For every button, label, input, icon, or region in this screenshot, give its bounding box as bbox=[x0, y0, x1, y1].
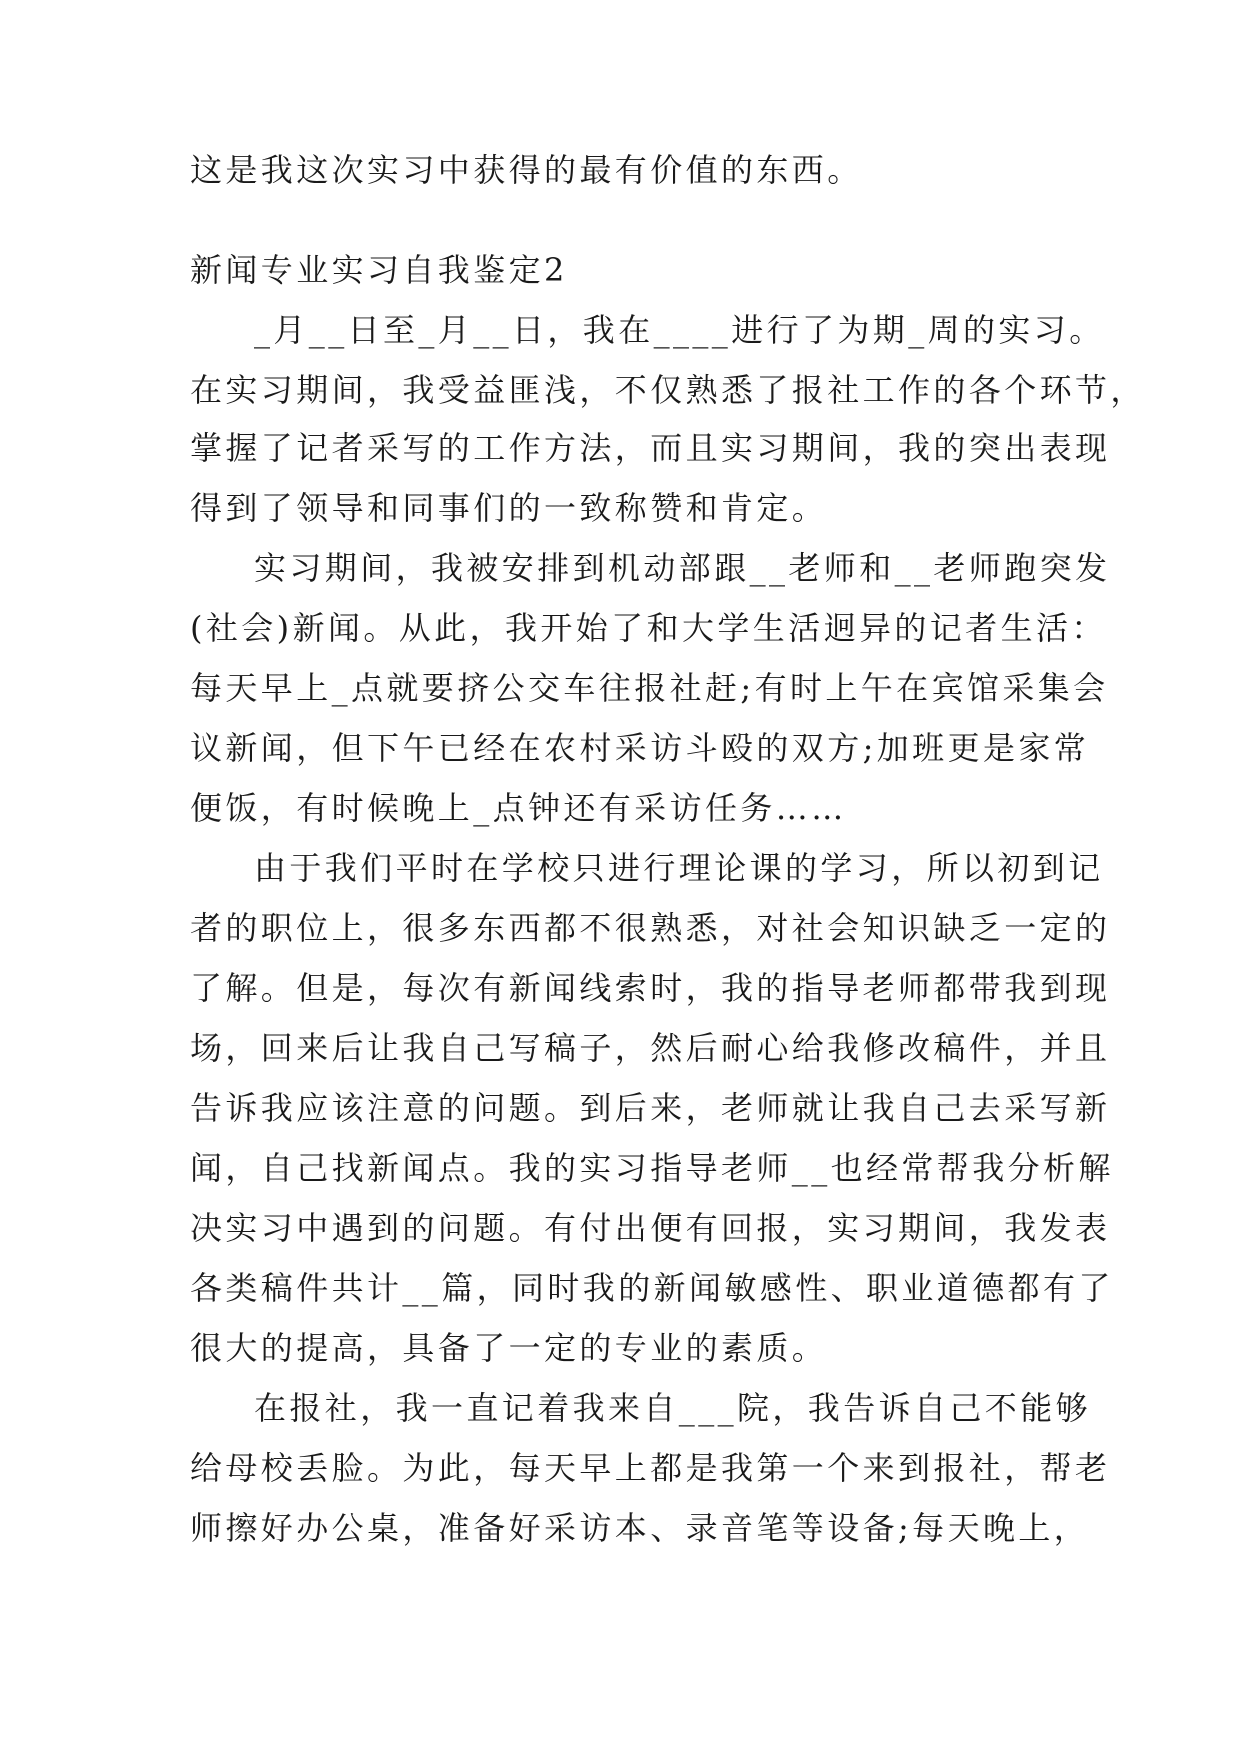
paragraph-3-line-2: 者的职位上，很多东西都不很熟悉，对社会知识缺乏一定的 bbox=[190, 909, 1111, 947]
paragraph-3-line-9: 很大的提高，具备了一定的专业的素质。 bbox=[190, 1329, 828, 1367]
paragraph-3-line-4: 场，回来后让我自己写稿子，然后耐心给我修改稿件，并且 bbox=[190, 1029, 1111, 1067]
paragraph-4-line-1: 在报社，我一直记着我来自___院，我告诉自己不能够 bbox=[254, 1389, 1092, 1427]
text-line: 这是我这次实习中获得的最有价值的东西。 bbox=[190, 151, 863, 189]
paragraph-3-line-5: 告诉我应该注意的问题。到后来，老师就让我自己去采写新 bbox=[190, 1089, 1111, 1127]
paragraph-2-line-1: 实习期间，我被安排到机动部跟__老师和__老师跑突发 bbox=[254, 549, 1111, 587]
paragraph-1-line-2: 在实习期间，我受益匪浅，不仅熟悉了报社工作的各个环节， bbox=[190, 371, 1146, 409]
section-heading: 新闻专业实习自我鉴定2 bbox=[190, 251, 568, 289]
paragraph-4-line-3: 师擦好办公桌，准备好采访本、录音笔等设备;每天晚上， bbox=[190, 1509, 1090, 1547]
paragraph-1-line-3: 掌握了记者采写的工作方法，而且实习期间，我的突出表现 bbox=[190, 429, 1111, 467]
paragraph-2-line-4: 议新闻，但下午已经在农村采访斗殴的双方;加班更是家常 bbox=[190, 729, 1090, 767]
paragraph-2-line-2: (社会)新闻。从此，我开始了和大学生活迥异的记者生活： bbox=[190, 609, 1107, 647]
paragraph-3-line-1: 由于我们平时在学校只进行理论课的学习，所以初到记 bbox=[254, 849, 1104, 887]
paragraph-2-line-5: 便饭，有时候晚上_点钟还有采访任务…… bbox=[190, 789, 847, 827]
paragraph-1-line-4: 得到了领导和同事们的一致称赞和肯定。 bbox=[190, 489, 828, 527]
paragraph-3-line-7: 决实习中遇到的问题。有付出便有回报，实习期间，我发表 bbox=[190, 1209, 1111, 1247]
paragraph-1-line-1: _月__日至_月__日，我在____进行了为期_周的实习。 bbox=[254, 311, 1105, 349]
paragraph-3-line-6: 闻，自己找新闻点。我的实习指导老师__也经常帮我分析解 bbox=[190, 1149, 1114, 1187]
paragraph-2-line-3: 每天早上_点就要挤公交车往报社赶;有时上午在宾馆采集会 bbox=[190, 669, 1109, 707]
paragraph-3-line-8: 各类稿件共计__篇，同时我的新闻敏感性、职业道德都有了 bbox=[190, 1269, 1114, 1307]
paragraph-3-line-3: 了解。但是，每次有新闻线索时，我的指导老师都带我到现 bbox=[190, 969, 1111, 1007]
paragraph-4-line-2: 给母校丢脸。为此，每天早上都是我第一个来到报社，帮老 bbox=[190, 1449, 1111, 1487]
